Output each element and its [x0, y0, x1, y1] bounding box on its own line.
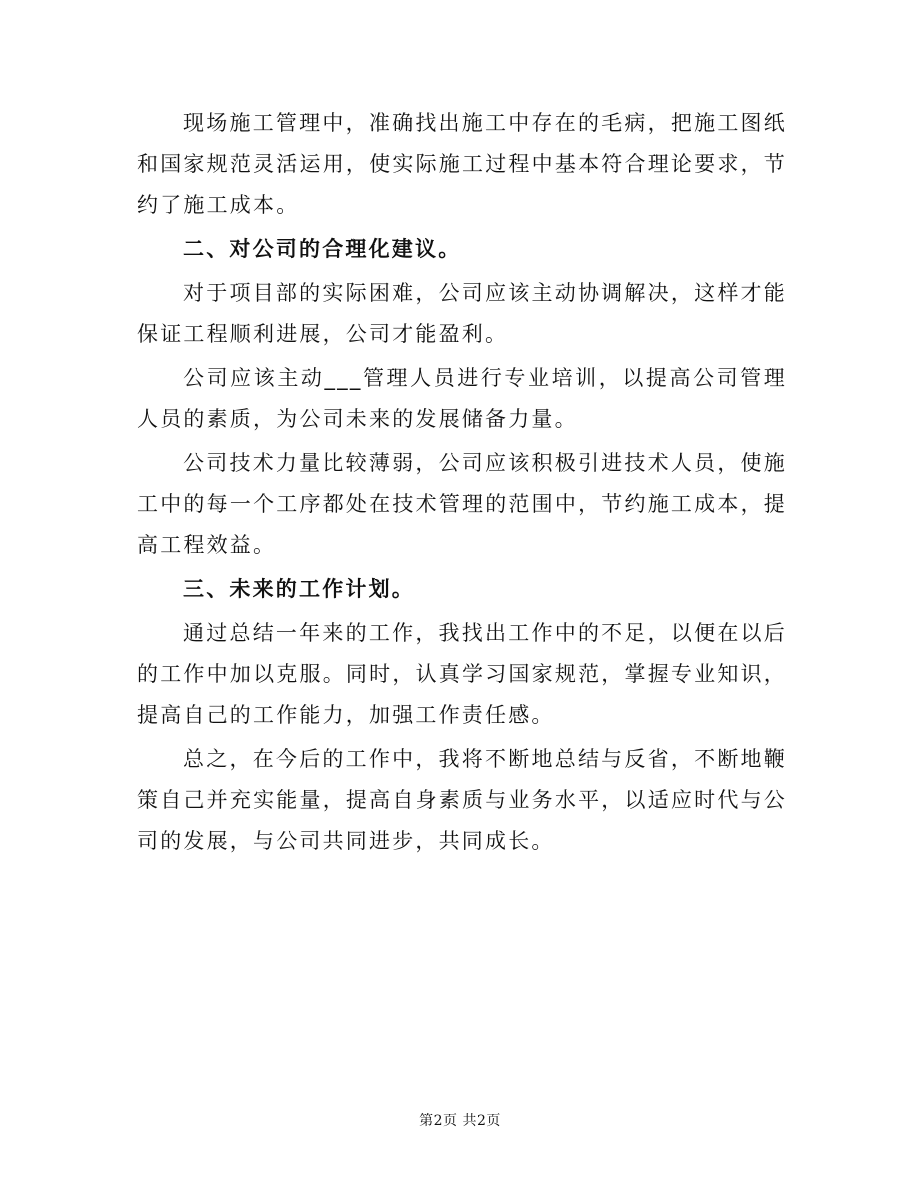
paragraph: 公司技术力量比较薄弱，公司应该积极引进技术人员，使施工中的每一个工序都处在技术管理的范围中，节约施工成本，提高工程效益。 [137, 451, 787, 557]
paragraph: 公司应该主动___管理人员进行专业培训，以提高公司管理人员的素质，为公司未来的发展储备力量。 [137, 366, 787, 431]
paragraph: 现场施工管理中，准确找出施工中存在的毛病，把施工图纸和国家规范灵活运用，使实际施工过程中基本符合理论要求，节约了施工成本。 [137, 111, 787, 217]
section-heading: 二、对公司的合理化建议。 [183, 237, 462, 261]
paragraph: 通过总结一年来的工作，我找出工作中的不足，以便在以后的工作中加以克服。同时，认真学习国家规范，掌握专业知识，提高自己的工作能力，加强工作责任感。 [137, 621, 787, 727]
page-number-footer: 第2页 共2页 [419, 1113, 501, 1129]
document-body [137, 103, 787, 862]
section-heading: 三、未来的工作计划。 [183, 577, 415, 601]
paragraph: 总之，在今后的工作中，我将不断地总结与反省，不断地鞭策自己并充实能量，提高自身素质与业务水平，以适应时代与公司的发展，与公司共同进步，共同成长。 [137, 747, 787, 853]
paragraph: 对于项目部的实际困难，公司应该主动协调解决，这样才能保证工程顺利进展，公司才能盈利。 [137, 281, 787, 346]
